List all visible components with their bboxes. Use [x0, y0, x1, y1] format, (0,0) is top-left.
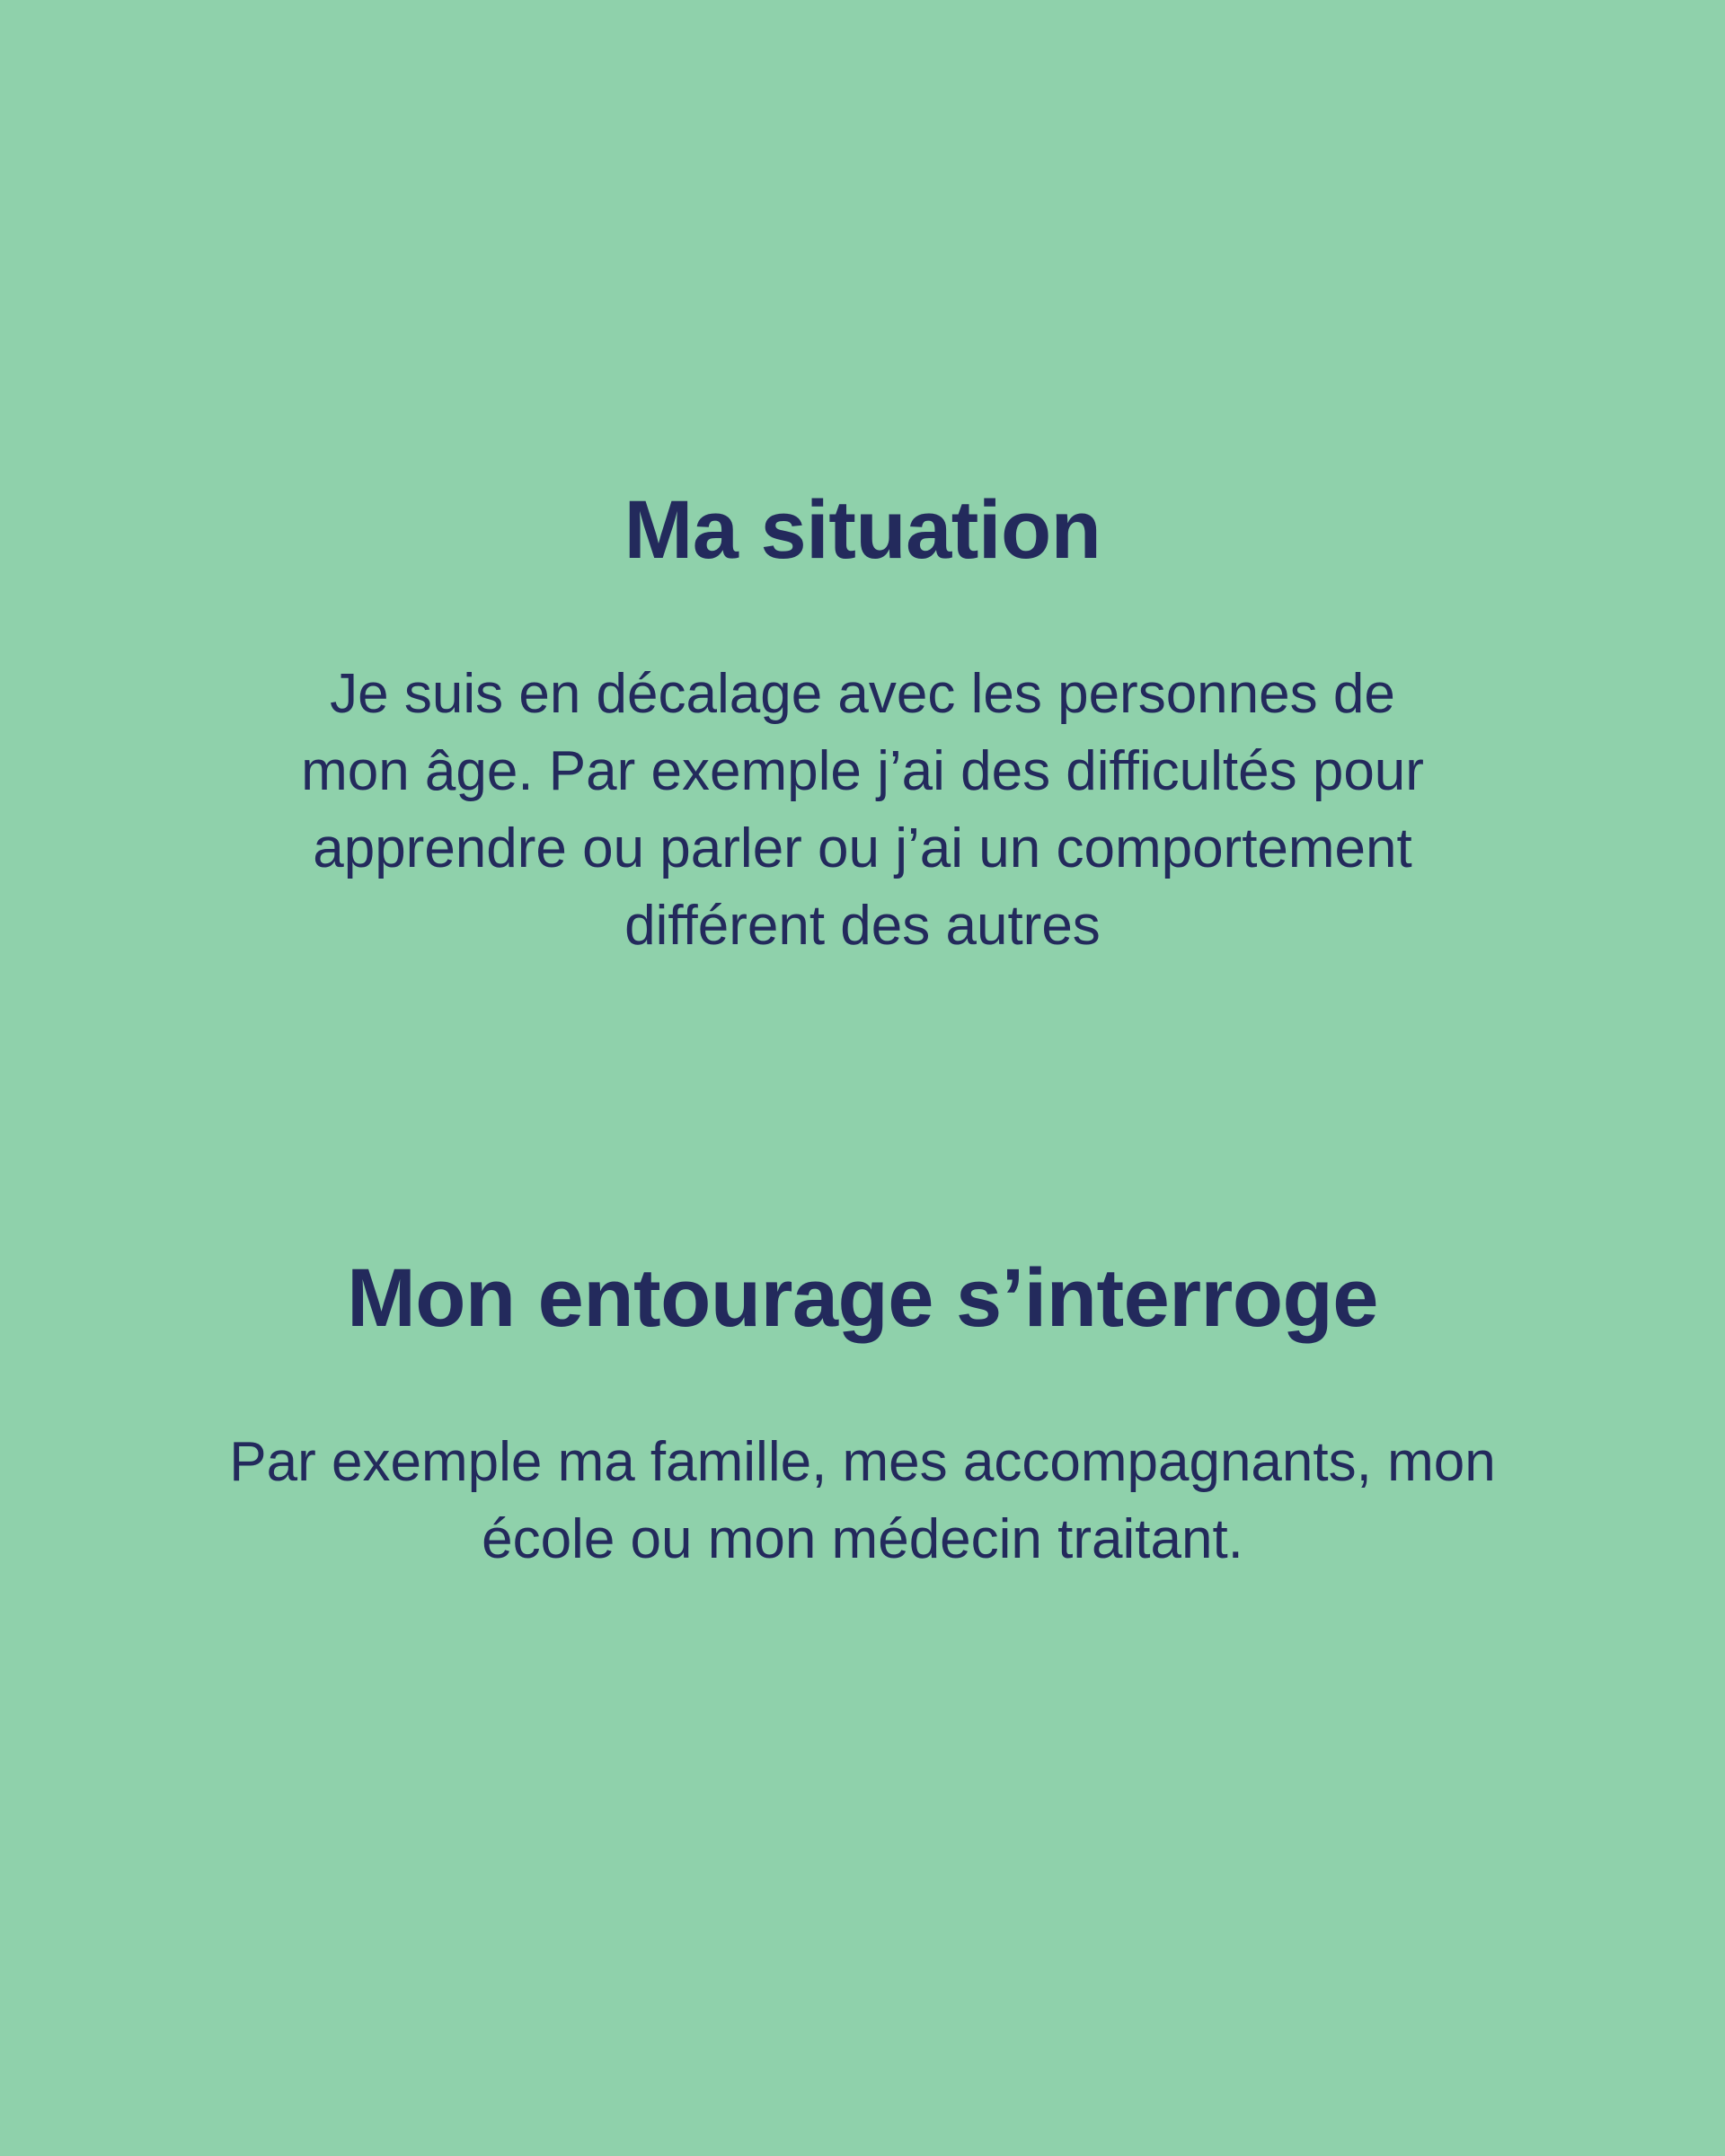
body-line: apprendre ou parler ou j’ai un comportement: [313, 817, 1412, 879]
section-mon-entourage: [0, 1244, 1725, 1578]
body-line: Je suis en décalage avec les personnes de: [330, 663, 1395, 725]
body-line: mon âge. Par exemple j’ai des difficultés pour: [301, 740, 1424, 802]
section-ma-situation: [0, 476, 1725, 965]
section-body: [0, 656, 1725, 965]
section-heading: Ma situation: [624, 484, 1101, 576]
body-line: différent des autres: [624, 895, 1101, 957]
section-body: [0, 1424, 1725, 1578]
section-heading: Mon entourage s’interroge: [347, 1252, 1378, 1344]
body-line: école ou mon médecin traitant.: [482, 1508, 1243, 1570]
body-line: Par exemple ma famille, mes accompagnants, mon: [229, 1431, 1496, 1493]
